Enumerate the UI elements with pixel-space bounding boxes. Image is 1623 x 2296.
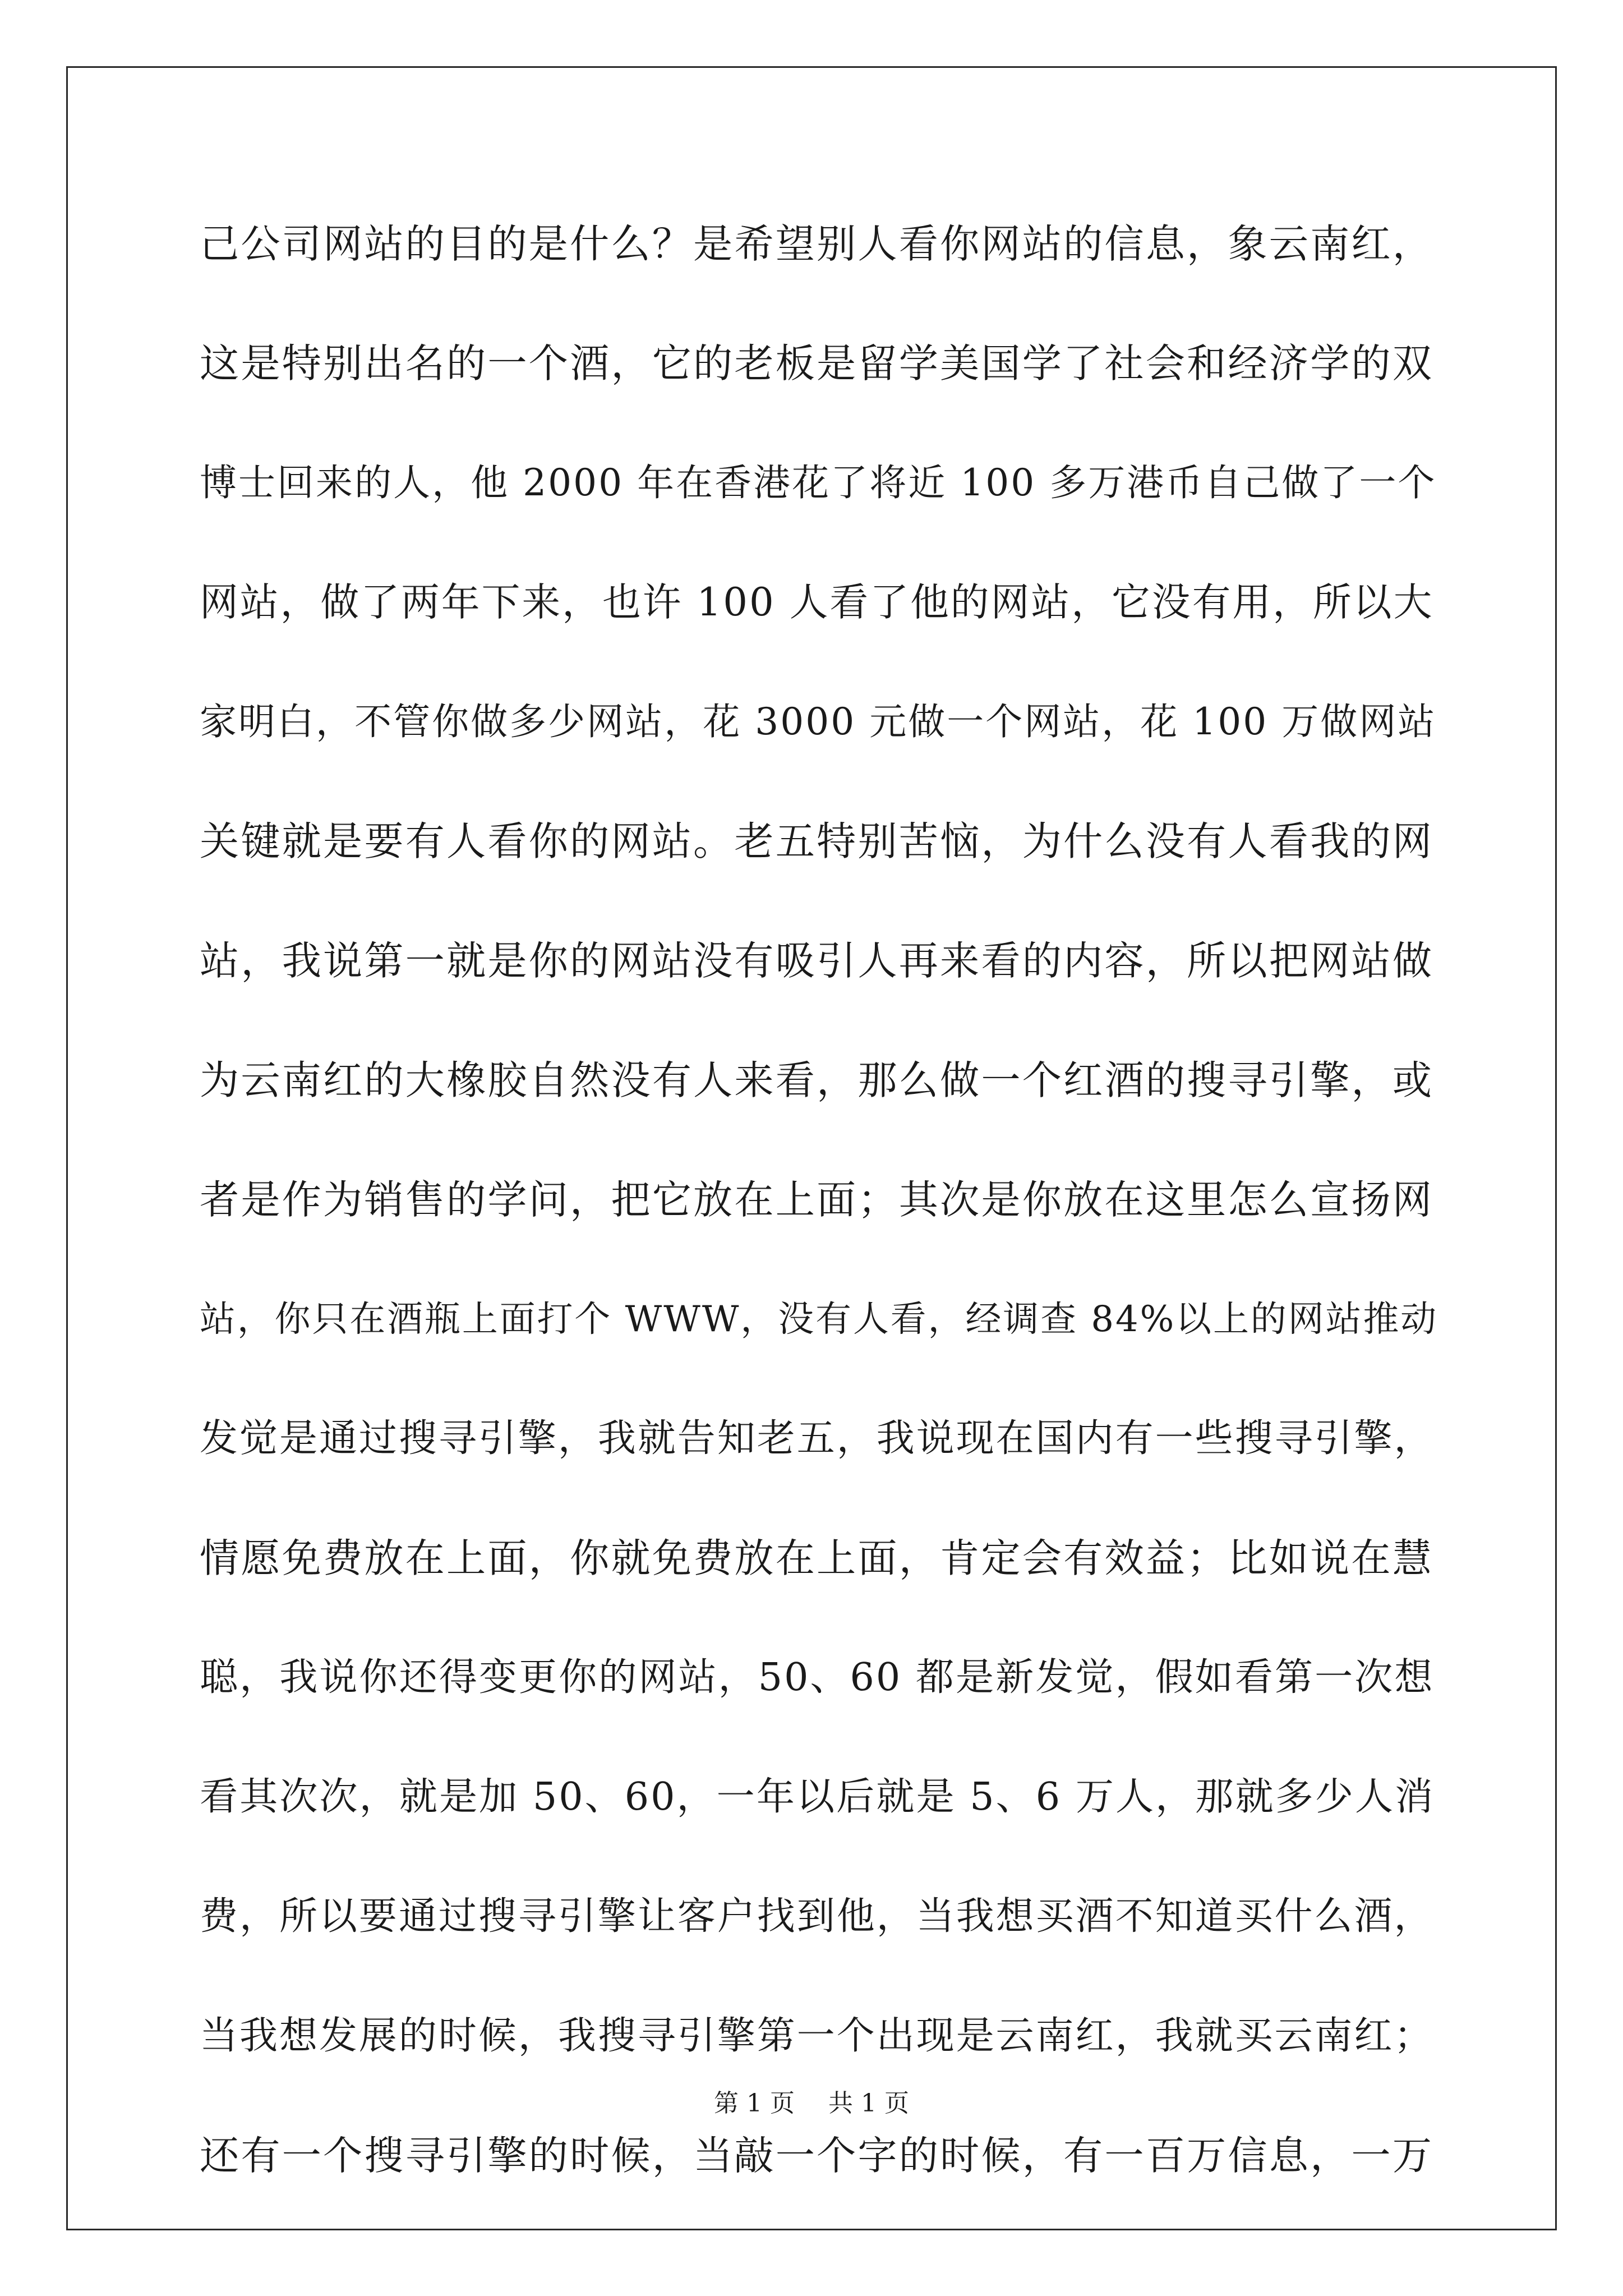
text-line: 为云南红的大橡胶自然没有人来看，那么做一个红酒的搜寻引擎，或 <box>200 1057 1433 1103</box>
text-line: 情愿免费放在上面，你就免费放在上面，肯定会有效益；比如说在慧 <box>200 1535 1433 1581</box>
document-body <box>200 213 1438 2244</box>
text-line: 家明白，不管你做多少网站，花 3000 元做一个网站，花 100 万做网站 <box>200 700 1437 743</box>
page-total: 共 1 页 <box>828 2089 909 2118</box>
text-line: 网站，做了两年下来，也许 100 人看了他的网站，它没有用，所以大 <box>200 580 1434 625</box>
page-number: 第 1 页 <box>714 2089 795 2118</box>
text-line: 聪，我说你还得变更你的网站，50、60 都是新发觉，假如看第一次想 <box>200 1655 1435 1700</box>
page-footer <box>0 2087 1623 2120</box>
text-line: 关键就是要有人看你的网站。老五特别苦恼，为什么没有人看我的网 <box>200 818 1433 864</box>
text-line: 己公司网站的目的是什么？是希望别人看你网站的信息，象云南红， <box>200 221 1433 267</box>
text-line: 还有一个搜寻引擎的时候，当敲一个字的时候，有一百万信息，一万 <box>200 2133 1433 2179</box>
text-line: 站，你只在酒瓶上面打个 WWW，没有人看，经调查 84%以上的网站推动 <box>200 1299 1438 1340</box>
text-line: 这是特别出名的一个酒，它的老板是留学美国学了社会和经济学的双 <box>200 341 1433 386</box>
text-line: 博士回来的人，他 2000 年在香港花了将近 100 多万港币自己做了一个 <box>200 461 1437 504</box>
text-line: 发觉是通过搜寻引擎，我就告知老五，我说现在国内有一些搜寻引擎， <box>200 1416 1434 1461</box>
text-line: 当我想发展的时候，我搜寻引擎第一个出现是云南红，我就买云南红； <box>200 2014 1434 2058</box>
text-line: 费，所以要通过搜寻引擎让客户找到他，当我想买酒不知道买什么酒， <box>200 1894 1434 1939</box>
text-line: 看其次次，就是加 50、60，一年以后就是 5、6 万人，那就多少人消 <box>200 1775 1435 1819</box>
text-line: 者是作为销售的学问，把它放在上面；其次是你放在这里怎么宣扬网 <box>200 1177 1433 1223</box>
text-line: 站，我说第一就是你的网站没有吸引人再来看的内容，所以把网站做 <box>200 938 1433 984</box>
